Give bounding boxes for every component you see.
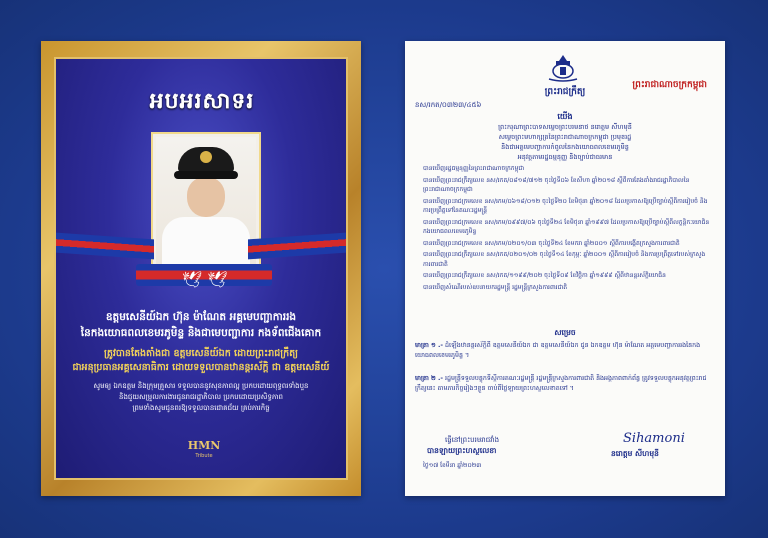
royal-crest-icon [545,53,581,83]
face-shape [187,177,225,217]
article-1-label: មាត្រា ១ .- [415,342,444,349]
header-line-3: និងជាអគ្គមេបញ្ជាការកំពូលនៃកងយោធពលខេមរភូមិន្ទ [501,143,629,151]
article-2 [415,374,715,393]
list-item: បានឃើញព្រះរាជក្រឹត្យលេខ នស/រកត/១១៩៩/២០២ ចុះថ្ងៃទី០៩ ខែវិច្ឆិកា ឆ្នាំ១៩៩៩ ស្តីពីឋានន្តរស័ក្តិយោធិន [423,272,666,279]
congratulation-card [41,41,361,496]
wishes-line-1: សូមឲ្យ ឯកឧត្តម និងក្រុមគ្រួសារ ទទួលបាននូវសុខភាពល្អ ប្រកបដោយពុទ្ធពរទាំងបួន [93,382,309,390]
card-title: អបអរសាទរ [149,88,255,114]
header-line-1: ព្រះករុណាព្រះបាទសម្តេចព្រះបរមនាថ នរោត្តម សីហមុនី [498,123,632,131]
uniform-shape [162,217,250,267]
wishes-line-2: និងជួយសម្រួលការងារជូនរាជរដ្ឋាភិបាល ប្រកបដោយប្រសិទ្ធភាព [119,393,283,401]
signature-statement: បានឡាយព្រះហស្ថលេខា [427,446,497,455]
header-line-2: សម្តេចព្រះមហាក្សត្រនៃព្រះរាជាណាចក្រកម្ពុជា ប្រមុខរដ្ឋ [498,133,632,141]
portrait-photo [156,137,256,267]
name-line-1: ឧត្តមសេនីយ៍ឯក ហ៊ុន ម៉ាណែត អគ្គមេបញ្ជាការរង [105,311,297,323]
issued-date: ថ្ងៃ១៧ ខែមីនា ឆ្នាំ២០២៣ [423,462,482,469]
considerations-list [423,164,713,294]
article-2-label: មាត្រា ២ .- [415,375,444,382]
hmn-logo-sub: Tribute [195,453,213,459]
flag-ribbon-left [56,233,154,260]
flag-ribbon-right [248,233,346,260]
list-item: បានឃើញសំណើរបស់ឧបនាយករដ្ឋមន្ត្រី រដ្ឋមន្ត្រីក្រសួងការពារជាតិ [423,283,568,291]
decision-heading: សម្រេច [554,328,576,337]
document-tag: ព្រះរាជាណាចក្រកម្ពុជា [632,80,707,90]
decree-subtitle: យើង [557,112,573,121]
cap-brim [174,171,238,179]
hmn-logo: HMN [187,439,221,452]
wishes-line-3: ព្រមទាំងសូមជូនពរឱ្យទទួលបានជោគជ័យ គ្រប់ភារកិច្ច [132,404,270,412]
article-1-text: ដំឡើងឋានន្តរស័ក្តិពី ឧត្តមសេនីយ៍ឯក ជា ឧត្តមសេនីយ៍ឯក ជូន ឯកឧត្តម ហ៊ុន ម៉ាណែត អគ្គមេបញ្ជាការរងនៃកងយោធពលខេមរភូមិន្ទ ។ [415,342,701,359]
list-item: បានឃើញព្រះរាជក្រមលេខ នស/រកម/០២០១/០៣ ចុះថ្ងៃទី២៤ ខែមករា ឆ្នាំ២០០១ ស្តីពីការបង្កើតក្រសួងការពារជាតិ [423,239,680,247]
list-item: បានឃើញព្រះរាជក្រមលេខ នស/រកម/០៦១៨/០១២ ចុះថ្ងៃទី២០ ខែមិថុនា ឆ្នាំ២០១៨ ដែលប្រកាសឱ្យប្រើច្បាប់ស្តីពីការរៀបចំ និងការប្រព្រឹត្តទៅនៃគណៈរដ្ឋមន្ត្រី [423,197,708,214]
issued-place: ធ្វើនៅព្រះបរមរាជវាំង [445,436,500,444]
article-2-text: រដ្ឋមន្ត្រីទទួលបន្ទុកទីស្តីការគណៈរដ្ឋមន្ត្រី រដ្ឋមន្ត្រីក្រសួងការពារជាតិ និងអង្គភាពពាក់ព័ន្ធ ត្រូវទទួលបន្ទុកអនុវត្តព្រះរាជក្រឹត្យនេះ តាមភារកិច្ចរៀងៗខ្លួន ចាប់ពីថ្ងៃឡាយព្រះហស្ថលេខាតទៅ ។ [415,375,707,392]
signer-name: នរោត្តម សីហមុនី [611,449,659,458]
decree-number: នស/រកត/០៣២៣/៤៥៦ [415,101,482,109]
card-inner-panel [54,57,348,480]
royal-decree-document [405,41,725,496]
list-item: បានឃើញព្រះរាជក្រឹត្យលេខ នស/រកត/០៨១៨/៧១២ ចុះថ្ងៃទី០៦ ខែសីហា ឆ្នាំ២០១៨ ស្តីពីការតែងតាំងរាជរដ្ឋាភិបាលនៃព្រះរាជាណាចក្រកម្ពុជា [423,176,690,193]
list-item: បានឃើញរដ្ឋធម្មនុញ្ញនៃព្រះរាជាណាចក្រកម្ពុជា [423,165,525,172]
cap-badge-icon [200,151,212,163]
name-line-2: នៃកងយោធពលខេមរភូមិន្ទ និងជាមេបញ្ជាការ កងទ័ពជើងគោក [80,327,322,339]
article-1 [415,341,715,360]
dove-icon: 🕊 🕊 [182,270,228,289]
congrats-line-2: ជាអនុប្រធានអគ្គសេនាធិការ ដោយទទួលបានឋានន្តរស័ក្តិ ជា ឧត្តមសេនីយ៍ [72,362,330,373]
royal-signature: Sihamoni [623,431,685,446]
portrait-frame [151,132,261,272]
congrats-line-1: ត្រូវបានតែងតាំងជា ឧត្តមសេនីយ៍ឯក ដោយព្រះរាជក្រឹត្យ [104,348,298,359]
header-line-4: អនុវត្តតាមរដ្ឋធម្មនុញ្ញ និងច្បាប់ជាធរមាន [517,153,613,161]
list-item: បានឃើញព្រះរាជក្រមលេខ នស/រកម/០៩៩៧/០៦ ចុះថ្ងៃទី២៤ ខែមិថុនា ឆ្នាំ១៩៩៧ ដែលប្រកាសឱ្យប្រើច្បាប់ស្តីពីលក្ខន្តិកៈយោធិនកងយោធពលខេមរភូមិន្ទ [423,218,710,235]
document-heading: ព្រះរាជក្រឹត្យ [544,87,586,97]
list-item: បានឃើញព្រះរាជក្រឹត្យលេខ នស/រកត/០២០១/០២ ចុះថ្ងៃទី១៤ ខែកុម្ភៈ ឆ្នាំ២០០១ ស្តីពីការរៀបចំ និងការប្រព្រឹត្តទៅរបស់ក្រសួងការពារជាតិ [423,251,706,268]
